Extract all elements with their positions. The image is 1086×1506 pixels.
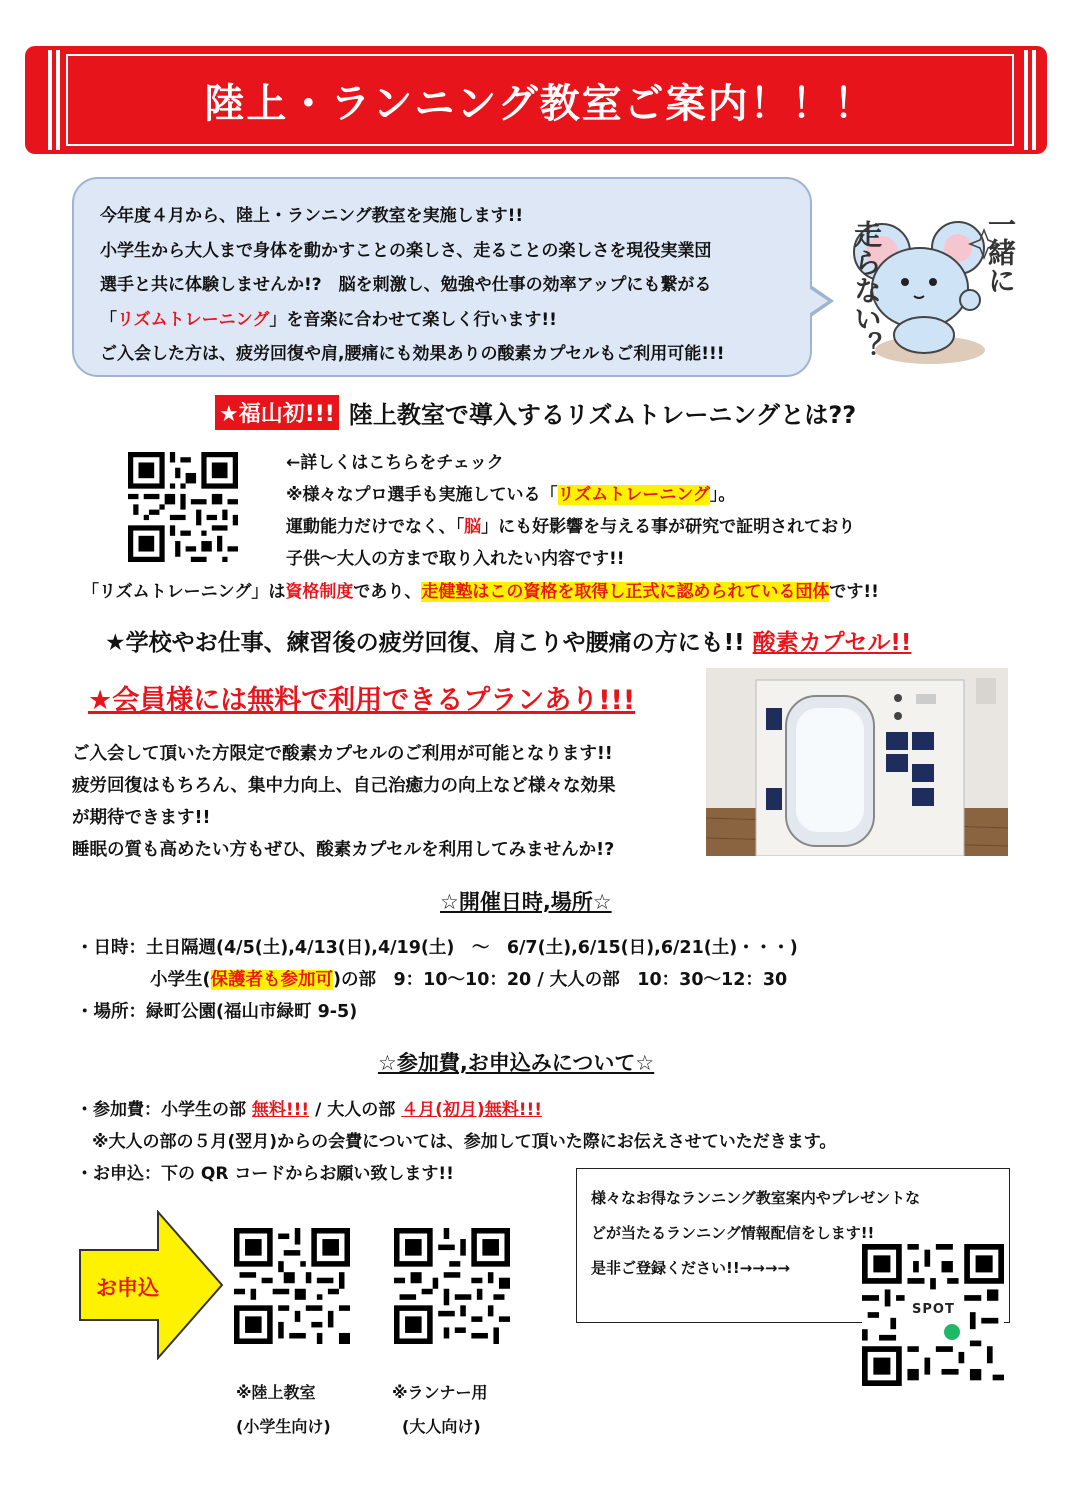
page-title: 陸上・ランニング教室ご案内！！！ xyxy=(66,54,1014,146)
oxygen-capsule-photo xyxy=(706,668,1008,856)
guardians-welcome-highlight: 保護者も参加可 xyxy=(210,970,333,990)
info-line: 様々なお得なランニング教室案内やプレゼントな xyxy=(591,1189,921,1207)
fee-line: ・参加費：小学生の部 無料!!! / 大人の部 ４月(初月)無料!!! xyxy=(76,1100,542,1120)
info-line: どが当たるランニング情報配信をします!! xyxy=(591,1224,875,1242)
schedule-place: ・場所：緑町公園(福山市緑町 9-5) xyxy=(76,1002,358,1022)
oxygen-capsule-highlight: 酸素カプセル!! xyxy=(752,630,912,656)
fee-heading: ☆参加費,お申込みについて☆ xyxy=(378,1051,655,1075)
apply-arrow-label: お申込 xyxy=(96,1276,159,1300)
mascot-text-run: 走らない？ xyxy=(850,220,883,360)
qr-caption-track-class: ※陸上教室 (小学生向け) xyxy=(236,1383,331,1436)
qr-code-track-class[interactable] xyxy=(234,1228,350,1344)
qr-caption-runner: ※ランナー用 (大人向け) xyxy=(392,1383,488,1436)
rhythm-line: ※様々なプロ選手も実施している「リズムトレーニング」。 xyxy=(286,485,736,505)
banner-stripe-left-2 xyxy=(56,50,60,150)
fukuyama-first-tag: ★福山初!!! xyxy=(215,395,339,430)
certification-line: 「リズムトレーニング」は資格制度であり、走健塾はこの資格を取得し正式に認められている団体です!! xyxy=(82,582,879,602)
qr-code-rhythm[interactable] xyxy=(128,452,238,562)
rhythm-highlight: リズムトレーニング xyxy=(557,485,710,505)
rhythm-training-highlight: リズムトレーニング xyxy=(117,309,270,330)
bubble-tail-inner xyxy=(806,286,828,316)
rhythm-description xyxy=(286,447,855,575)
capsule-line: 睡眠の質も高めたい方もぜひ、酸素カプセルを利用してみませんか!? xyxy=(72,840,615,860)
banner-stripe-left xyxy=(48,50,52,150)
rhythm-line: 子供～大人の方まで取り入れたい内容です!! xyxy=(286,549,625,569)
intro-line: 小学生から大人まで身体を動かすことの楽しさ、走ることの楽しさを現役実業団 xyxy=(100,240,712,261)
rhythm-line: 運動能力だけでなく、「脳」にも好影響を与える事が研究で証明されており xyxy=(286,517,856,537)
capsule-line: 疲労回復はもちろん、集中力向上、自己治癒力の向上など様々な効果 xyxy=(72,776,616,796)
intro-line: 「リズムトレーニング」を音楽に合わせて楽しく行います!! xyxy=(100,309,557,330)
intro-line: 今年度４月から、陸上・ランニング教室を実施します!! xyxy=(100,206,524,226)
intro-bubble xyxy=(72,177,812,377)
mascot-text-together: 一緒に xyxy=(984,210,1017,294)
adult-fee-first-month-free: ４月(初月)無料!!! xyxy=(401,1100,542,1120)
rhythm-section-heading xyxy=(215,395,856,430)
capsule-line: が期待できます!! xyxy=(72,808,211,828)
brain-highlight: 脳 xyxy=(464,517,482,537)
intro-line: 選手と共に体験しませんか!? 脳を刺激し、勉強や仕事の効率アップにも繋がる xyxy=(100,275,712,295)
capsule-description xyxy=(72,738,616,866)
capsule-heading: ★学校やお仕事、練習後の疲労回復、肩こりや腰痛の方にも!! 酸素カプセル!! xyxy=(105,630,912,656)
intro-line: ご入会した方は、疲労回復や肩,腰痛にも効果ありの酸素カプセルもご利用可能!!! xyxy=(100,344,725,364)
rhythm-heading-text: 陸上教室で導入するリズムトレーニングとは?? xyxy=(348,401,857,429)
check-here-link[interactable]: ←詳しくはこちらをチェック xyxy=(286,453,504,473)
kids-fee-free: 無料!!! xyxy=(251,1100,310,1120)
info-line: 是非ご登録ください!!→→→→ xyxy=(591,1259,790,1277)
certified-organization-highlight: 走健塾はこの資格を取得し正式に認められている団体 xyxy=(421,582,830,602)
capsule-line: ご入会して頂いた方限定で酸素カプセルのご利用が可能となります!! xyxy=(72,744,613,764)
schedule-times: 小学生(保護者も参加可)の部 9：10～10：20 / 大人の部 10：30～12：30 xyxy=(150,970,788,990)
qr-code-runner[interactable] xyxy=(394,1228,510,1344)
certification-system: 資格制度 xyxy=(285,582,354,602)
banner-stripe-right xyxy=(1024,50,1028,150)
member-plan-heading: ★会員様には無料で利用できるプランあり!!! xyxy=(88,685,636,716)
spot-badge-icon xyxy=(944,1324,960,1340)
fee-note: ※大人の部の５月(翌月)からの会費については、参加して頂いた際にお伝えさせていただきます。 xyxy=(92,1132,837,1152)
spot-logo: SPOT xyxy=(912,1302,955,1317)
banner-stripe-right-2 xyxy=(1032,50,1036,150)
schedule-date: ・日時：土日隔週(4/5(土),4/13(日),4/19(土) ～ 6/7(土),6/15(日),6/21(土)・・・) xyxy=(76,938,798,958)
schedule-heading: ☆開催日時,場所☆ xyxy=(440,890,612,914)
apply-instruction: ・お申込：下の QR コードからお願い致します!! xyxy=(76,1164,454,1184)
